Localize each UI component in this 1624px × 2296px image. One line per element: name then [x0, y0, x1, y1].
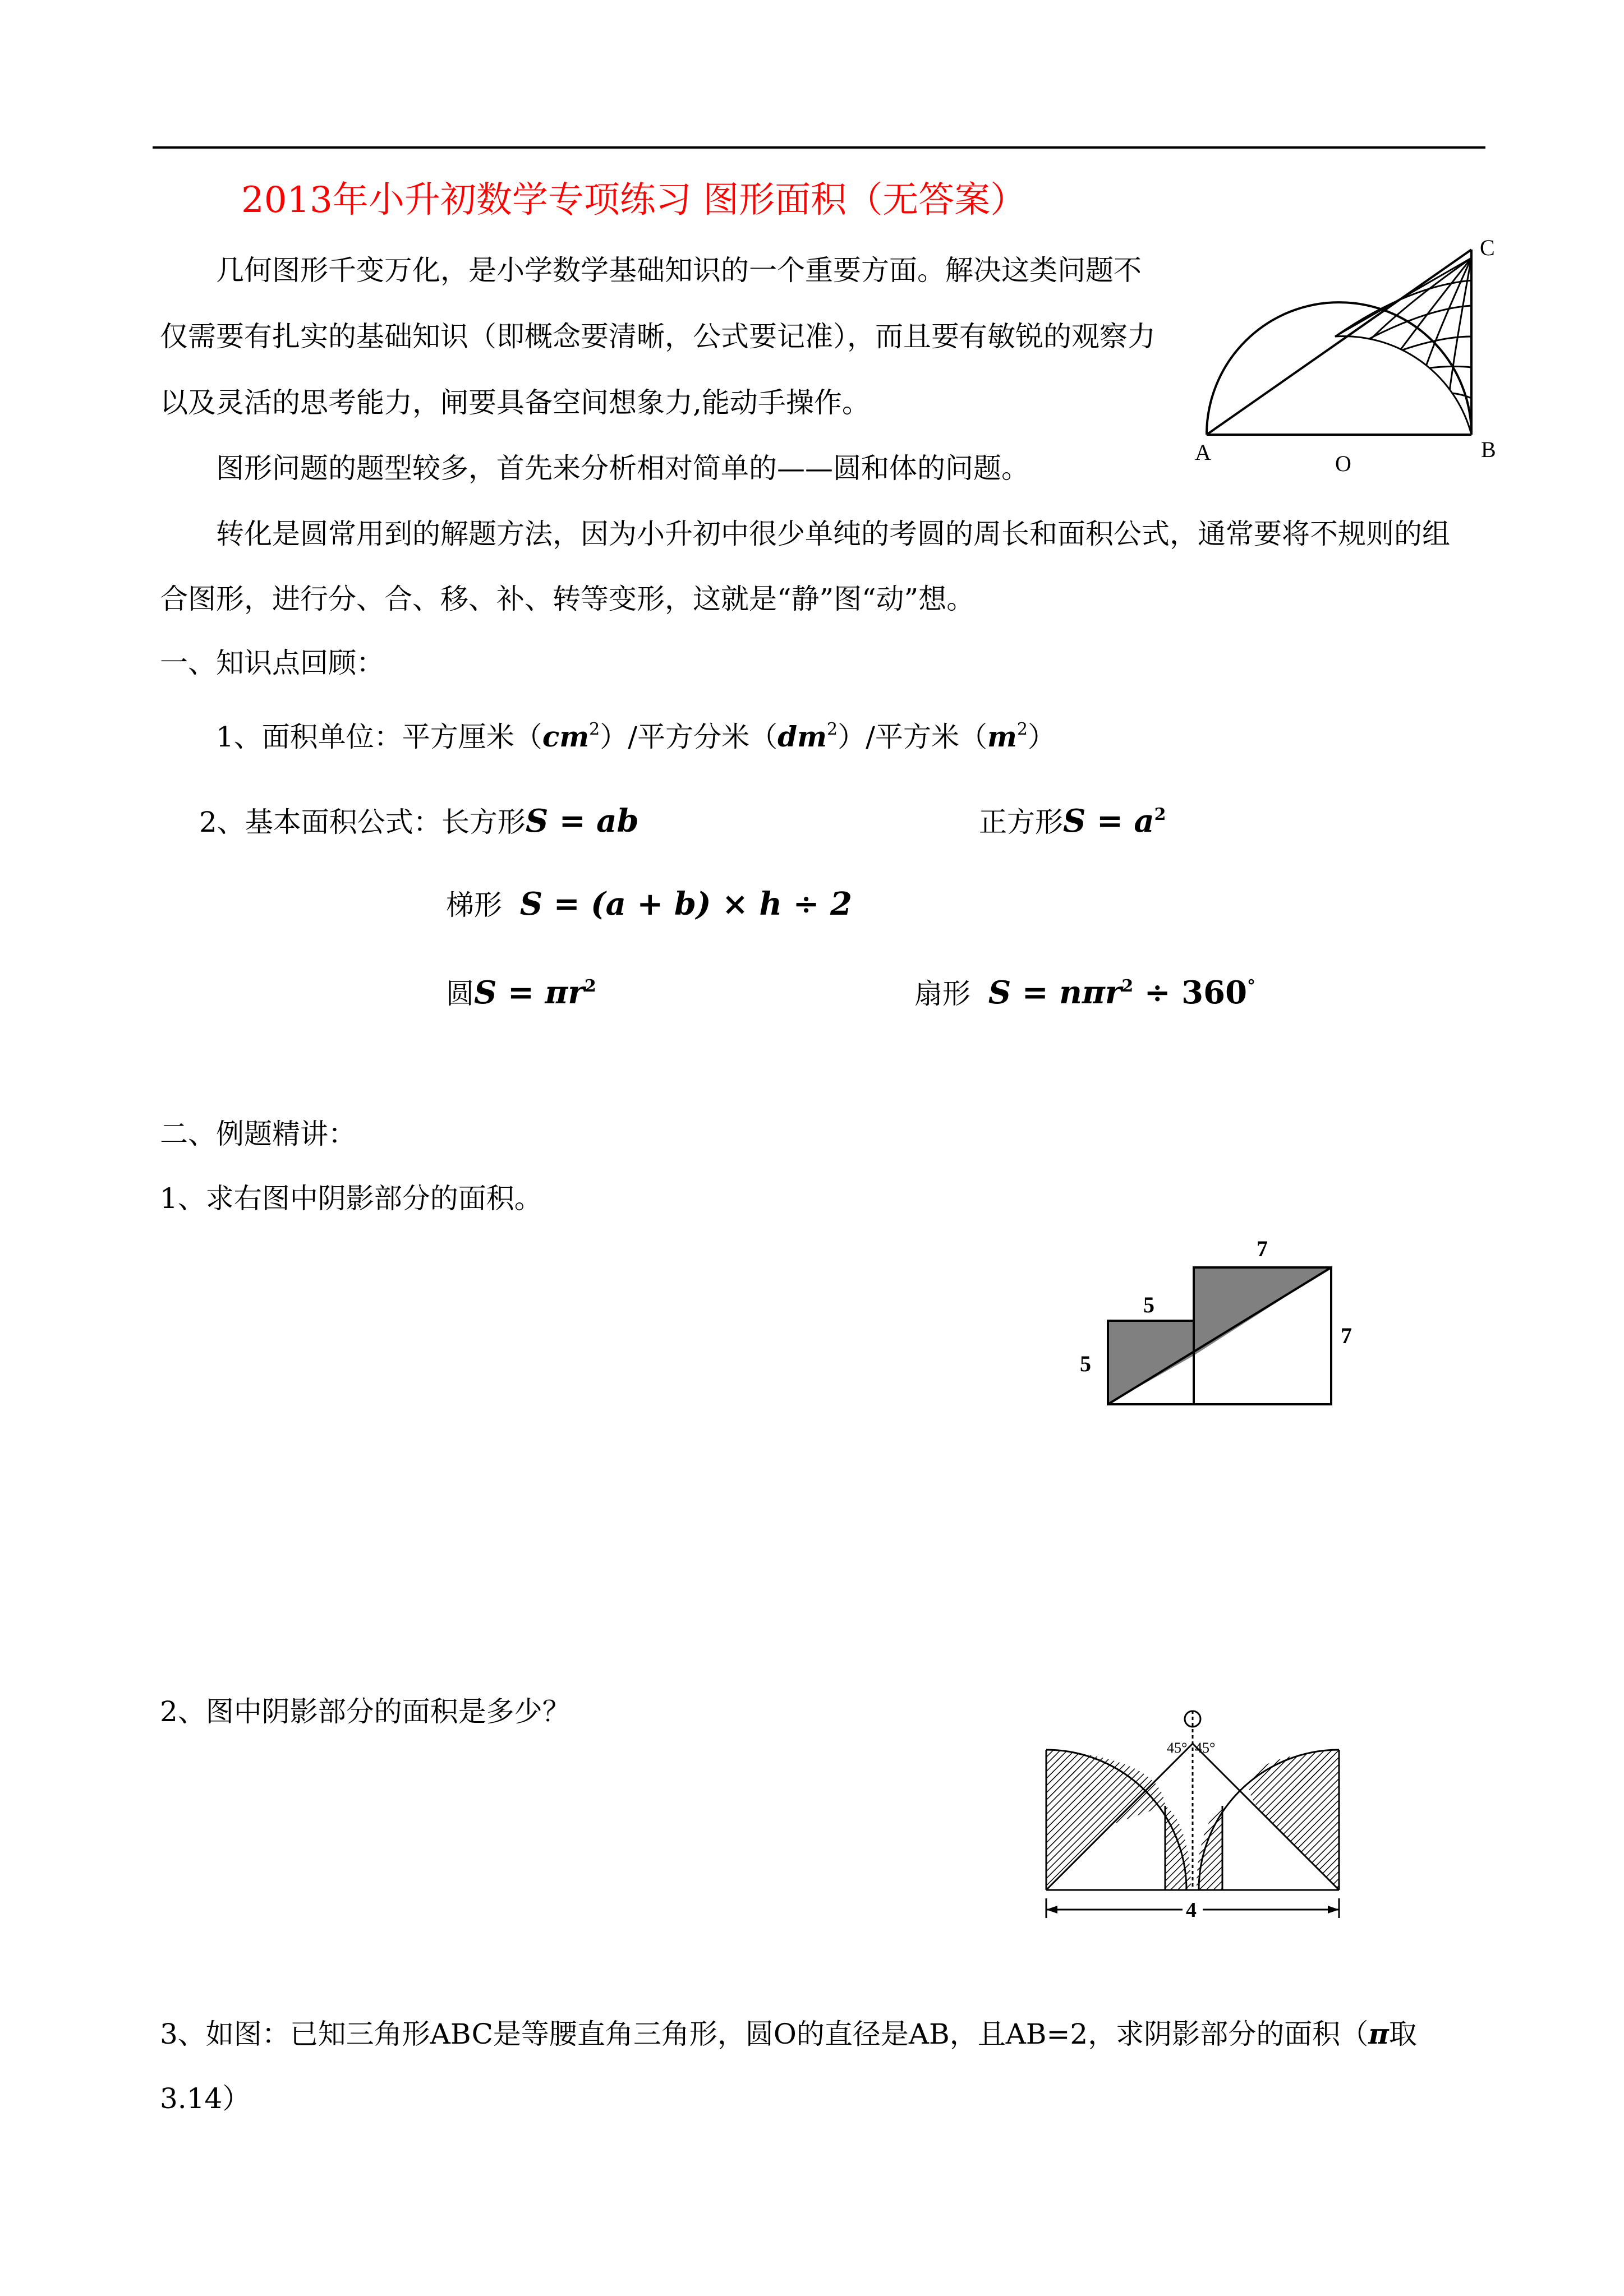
- unit-m: m: [987, 720, 1017, 753]
- header-rule: [153, 146, 1485, 149]
- formulas-line-1: [199, 803, 639, 840]
- intro-line-3: 以及灵活的思考能力，闸要具备空间想象力,能动手操作。: [160, 386, 870, 419]
- angle-label-right: 45°: [1195, 1740, 1216, 1756]
- square-label: 正方形: [979, 806, 1063, 838]
- circle-label: 圆: [446, 978, 474, 1010]
- square-formula: S = a: [1063, 803, 1154, 840]
- label-c: C: [1480, 235, 1495, 260]
- semicircle-triangle-figure: [1195, 224, 1509, 482]
- label-mid-5: 5: [1143, 1292, 1154, 1317]
- circle-formula-line: [446, 975, 596, 1012]
- unit-dm-exp: 2: [827, 720, 838, 739]
- sector-formula-b: ÷ 360: [1133, 974, 1248, 1011]
- circle-exp: 2: [584, 976, 596, 996]
- formulas-label: 2、基本面积公式：: [199, 806, 441, 838]
- dimension-label-4: 4: [1186, 1898, 1197, 1922]
- label-top-7: 7: [1257, 1236, 1268, 1261]
- label-b: B: [1481, 437, 1496, 462]
- units-line: [216, 719, 1056, 755]
- right-arrowhead: [1328, 1906, 1339, 1914]
- label-right-7: 7: [1341, 1323, 1352, 1348]
- trapezoid-formula-line: [446, 886, 852, 923]
- rect-formula: S = ab: [525, 803, 639, 840]
- intro-line-1: 几何图形千变万化，是小学数学基础知识的一个重要方面。解决这类问题不: [216, 254, 1142, 287]
- angle-label-left: 45°: [1167, 1740, 1188, 1756]
- units-sep-1: ）/平方分米（: [600, 721, 778, 753]
- unit-m-exp: 2: [1016, 720, 1028, 739]
- quarter-circles-figure: [1038, 1694, 1386, 1929]
- question-3-text: 3、如图：已知三角形ABC是等腰直角三角形，圆O的直径是AB，且AB=2，求阴影部分的面积（: [160, 2018, 1369, 2050]
- square-formula-line: [979, 803, 1166, 840]
- question-3-qu: 取: [1388, 2018, 1417, 2050]
- two-squares-figure: [1066, 1234, 1380, 1424]
- sector-formula-a: S = nπr: [988, 974, 1122, 1011]
- sector-label: 扇形: [914, 978, 970, 1010]
- unit-dm: dm: [778, 720, 827, 753]
- trapezoid-formula: S = (a + b) × h ÷ 2: [519, 886, 853, 923]
- intro-line-4: 图形问题的题型较多，首先来分析相对简单的——圆和体的问题。: [216, 452, 1029, 485]
- question-1: 1、求右图中阴影部分的面积。: [160, 1182, 542, 1215]
- degree-sign: °: [1247, 976, 1256, 996]
- shaded-left-region: [1108, 1321, 1194, 1404]
- sector-formula-line: [914, 975, 1255, 1012]
- intro-line-5: 转化是圆常用到的解题方法，因为小升初中很少单纯的考圆的周长和面积公式，通常要将不规则的组: [216, 518, 1450, 550]
- section-heading-review: 一、知识点回顾：: [160, 647, 384, 679]
- label-left-5: 5: [1080, 1351, 1091, 1376]
- units-end: ）: [1027, 721, 1056, 753]
- unit-cm: cm: [542, 720, 590, 753]
- sector-exp: 2: [1121, 976, 1134, 996]
- units-prefix: 1、面积单位：平方厘米（: [216, 721, 542, 753]
- left-arrowhead: [1046, 1906, 1057, 1914]
- rect-label: 长方形: [441, 806, 526, 838]
- intro-line-2: 仅需要有扎实的基础知识（即概念要清晰，公式要记准），而且要有敏锐的观察力: [160, 320, 1156, 353]
- trapezoid-label: 梯形: [446, 889, 502, 921]
- units-sep-2: ）/平方米（: [838, 721, 987, 753]
- square-exp: 2: [1154, 805, 1166, 824]
- intro-line-6: 合图形，进行分、合、移、补、转等变形，这就是“静”图“动”想。: [160, 583, 975, 615]
- section-heading-examples: 二、例题精讲：: [160, 1118, 356, 1150]
- label-a: A: [1195, 440, 1211, 465]
- label-o: O: [1335, 451, 1351, 476]
- unit-cm-exp: 2: [589, 720, 600, 739]
- circle-formula: S = πr: [474, 974, 585, 1011]
- page-title: 2013年小升初数学专项练习 图形面积（无答案）: [241, 179, 1027, 221]
- question-3-line-2: 3.14）: [160, 2082, 251, 2115]
- question-2: 2、图中阴影部分的面积是多少？: [160, 1695, 571, 1728]
- figure-shaded-region: [1335, 258, 1471, 435]
- hatched-regions: [1046, 1750, 1339, 1890]
- pi-symbol: π: [1368, 2017, 1389, 2050]
- question-3-line-1: [160, 2016, 1417, 2052]
